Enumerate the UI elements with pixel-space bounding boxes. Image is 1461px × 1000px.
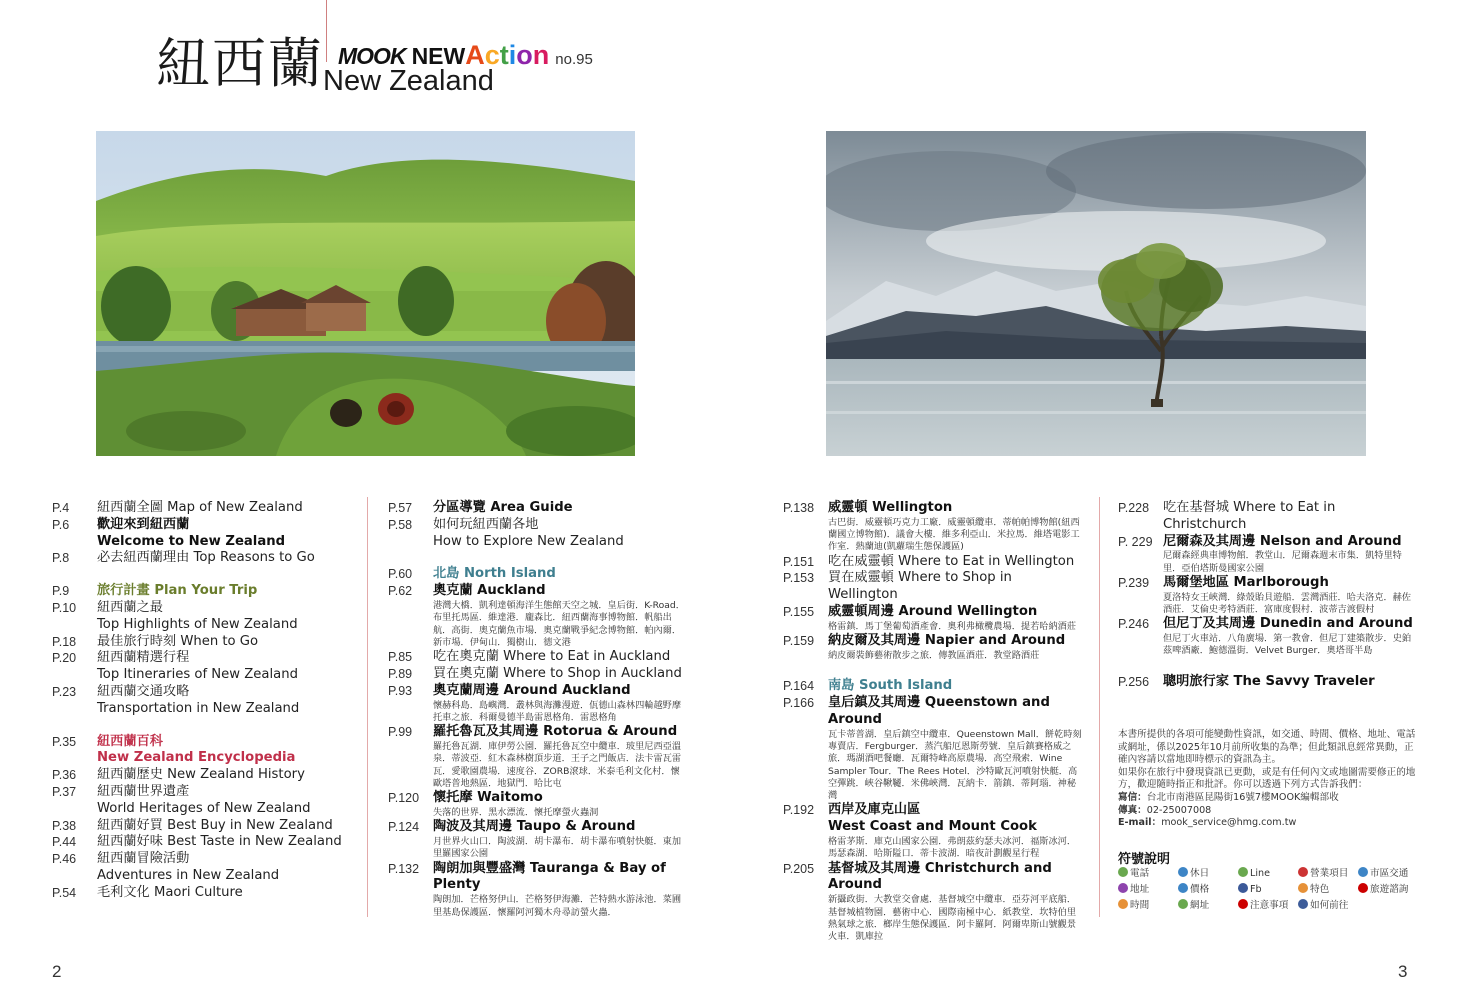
- toc-title: 紐西蘭好味 Best Taste in New Zealand: [97, 834, 342, 850]
- symbol-item: [1358, 866, 1418, 882]
- toc-subitems: 夏洛特女王峽灣．綠殼貽貝遊船．雲灣酒莊．哈夫洛克．赫佐酒莊．艾倫史考特酒莊．富庫度假村．波蒂吉渡假村: [1163, 591, 1412, 616]
- symbol-label: 旅遊諮詢: [1370, 884, 1409, 895]
- toc-subitems: 格雷鎮．馬丁堡葡萄酒產會．奧利弗橄欖農場．提若哈納酒莊: [828, 620, 1077, 632]
- toc-title-line2: Top Itineraries of New Zealand: [97, 667, 298, 683]
- toc-page-number: P.205: [783, 861, 815, 876]
- toc-entry[interactable]: [783, 554, 1083, 571]
- mail-value: 台北市南港區昆陽街16號7樓MOOK編輯部收: [1146, 791, 1339, 803]
- toc-page-number: P.18: [52, 634, 77, 649]
- issue-number: no.95: [555, 51, 593, 68]
- symbol-label: 注意事項: [1250, 900, 1289, 911]
- toc-title-line2: Welcome to New Zealand: [97, 533, 286, 549]
- editorial-notes: [1118, 729, 1418, 830]
- toc-subitems: 尼爾森經典車博物館．教堂山．尼爾森週末市集．凱特里特里．亞伯塔斯曼國家公園: [1163, 550, 1402, 574]
- toc-page-number: P.155: [783, 605, 815, 620]
- toc-subitems: 古巴街．威靈頓巧克力工廠．威靈頓纜車．蒂帕帕博物館(紐西蘭國立博物館)．議會大樓．維多利亞山．米拉馬．維塔電影工作室．熱蘭迪(凱蘿瑞生態保護區): [828, 516, 1080, 553]
- toc-page-number: P.38: [52, 818, 77, 833]
- symbol-item: [1238, 898, 1298, 914]
- toc-title: 最佳旅行時刻 When to Go: [97, 633, 259, 649]
- fax-label: 傳真：: [1118, 804, 1147, 816]
- toc-title-line2: World Heritages of New Zealand: [97, 800, 311, 816]
- symbol-icon: [1358, 867, 1368, 877]
- toc-column-3: [783, 500, 1083, 943]
- toc-column-1: [52, 500, 352, 902]
- mail-label: 寫信：: [1118, 791, 1147, 803]
- symbol-icon: [1178, 867, 1188, 877]
- toc-entry[interactable]: [1118, 616, 1418, 657]
- toc-entry[interactable]: [52, 851, 352, 885]
- column-divider: [1099, 497, 1100, 917]
- toc-title: 羅托魯瓦及其周邊 Rotorua & Around: [433, 724, 678, 740]
- symbol-icon: [1358, 883, 1368, 893]
- toc-title: 買在奧克蘭 Where to Shop in Auckland: [433, 665, 682, 681]
- toc-entry[interactable]: [783, 802, 1083, 860]
- email-value: mook_service@hmg.com.tw: [1161, 817, 1297, 829]
- toc-entry[interactable]: [388, 583, 688, 649]
- toc-page-number: P.246: [1118, 617, 1150, 632]
- symbol-label: Fb: [1250, 884, 1262, 895]
- toc-title: 威靈頓周邊 Around Wellington: [828, 604, 1038, 620]
- brand-action-letter: A: [465, 40, 485, 70]
- toc-title: 西岸及庫克山區: [828, 802, 921, 818]
- toc-title: 紐西蘭世界遺產: [97, 783, 190, 799]
- toc-title: 威靈頓 Wellington: [828, 500, 953, 515]
- toc-entry[interactable]: [1118, 534, 1418, 575]
- toc-entry[interactable]: [783, 861, 1083, 944]
- toc-page-number: P.153: [783, 571, 815, 586]
- toc-subitems: 港灣大橋．凱利達頓海洋生態館天空之城．皇后街．K-Road．布里托馬區．維達港．龐森比．紐西蘭海事博物館．帆船出航．高街．奧克蘭魚市場．奧克蘭戰爭紀念博物館．帕內爾．新市場．伊甸山．獨樹山．德文港: [433, 599, 685, 648]
- symbol-label: 網址: [1190, 900, 1210, 911]
- symbol-item: [1238, 882, 1298, 898]
- toc-entry[interactable]: [783, 604, 1083, 633]
- toc-entry[interactable]: [52, 684, 352, 718]
- toc-page-number: P.228: [1118, 501, 1150, 515]
- notes-feedback: 如果你在旅行中發現資訊已更動，或是有任何內文或地圖需要修正的地方，歡迎隨時指正和批評。你可以透過下列方式告訴我們：: [1118, 766, 1416, 791]
- page-number-right: 3: [1398, 962, 1408, 981]
- toc-title: 南島 South Island: [828, 678, 953, 694]
- toc-page-number: P.89: [388, 666, 413, 681]
- wanaka-tree-photo: [826, 131, 1366, 456]
- notes-email: [1118, 817, 1418, 830]
- brand-action-letter: o: [516, 40, 533, 70]
- toc-page-number: P.159: [783, 634, 815, 649]
- toc-subitems: 羅托魯瓦湖．庫伊勞公園．羅托魯瓦空中纜車．玻里尼西亞溫泉．蒂波亞．紅木森林樹頂步道．王子之門飯店．法卡雷瓦雷瓦．愛歌園農場．速度谷．ZORB滾球．米泰毛利文化村．懷歐塔普地熱區．地獄門．哈比屯: [433, 740, 682, 789]
- symbol-item: [1178, 898, 1238, 914]
- toc-title: 奧克蘭周邊 Around Auckland: [433, 682, 631, 698]
- title-english: New Zealand: [323, 65, 494, 97]
- toc-title-line2: West Coast and Mount Cook: [828, 819, 1037, 835]
- symbol-label: 地址: [1130, 884, 1150, 895]
- toc-entry[interactable]: [783, 678, 1083, 695]
- brand-action-letter: i: [508, 40, 517, 70]
- symbol-item: [1298, 898, 1358, 914]
- toc-entry[interactable]: [388, 649, 688, 666]
- toc-page-number: P.124: [388, 820, 420, 835]
- toc-page-number: P.4: [52, 501, 70, 515]
- toc-title: 馬爾堡地區 Marlborough: [1163, 574, 1329, 590]
- toc-title: 聰明旅行家 The Savvy Traveler: [1163, 673, 1375, 689]
- notes-fax: [1118, 805, 1418, 818]
- toc-title: 北島 North Island: [433, 566, 556, 582]
- toc-entry[interactable]: [1118, 575, 1418, 616]
- symbol-item: [1358, 882, 1418, 898]
- toc-title: 陶波及其周邊 Taupo & Around: [433, 819, 636, 835]
- toc-title: 奧克蘭 Auckland: [433, 583, 546, 599]
- toc-spacer: [1118, 658, 1418, 674]
- brand-action-letter: c: [484, 40, 500, 70]
- toc-title: 紐西蘭好買 Best Buy in New Zealand: [97, 817, 333, 833]
- toc-title: 紐西蘭冒險活動: [97, 851, 190, 867]
- toc-subitems: 陶朗加．芒格努伊山．芒格努伊海灘．芒特熱水游泳池．菜圃里基島保護區．懷羅阿河獨木舟尋訪螢火蟲．: [433, 894, 682, 918]
- title-divider: [326, 0, 327, 62]
- toc-entry[interactable]: [388, 861, 688, 919]
- toc-title: 基督城及其周邊 Christchurch and Around: [828, 860, 1052, 893]
- toc-subitems: 懷赫科島．島嶼灣．叢林與海灘漫遊．佤德山森林四輪越野摩托車之旅．科爾曼德半島雷恩格角．雷恩格角: [433, 699, 682, 723]
- brand-action-letter: n: [532, 40, 550, 70]
- symbol-item: [1298, 882, 1358, 898]
- toc-title: 紐西蘭之最: [97, 599, 163, 615]
- symbol-item: [1298, 866, 1358, 882]
- toc-title: 旅行計畫 Plan Your Trip: [97, 583, 258, 599]
- toc-page-number: P.35: [52, 734, 77, 749]
- toc-page-number: P.37: [52, 784, 77, 799]
- toc-title-line2: How to Explore New Zealand: [433, 533, 624, 549]
- notes-disclaimer: 本書所提供的各項可能變動性資訊，如交通、時間、價格、地址、電話或網址，係以2025年10月前所收集的為準；但此類訊息經常異動，正確內容請以當地即時標示的資訊為主。: [1118, 729, 1416, 766]
- brand-new: NEW: [411, 43, 466, 69]
- title-chinese: 紐西蘭: [156, 32, 324, 95]
- symbol-item: [1238, 866, 1298, 882]
- toc-entry[interactable]: [388, 500, 688, 517]
- toc-entry[interactable]: [52, 818, 352, 835]
- toc-title: 如何玩紐西蘭各地: [433, 516, 539, 532]
- toc-page-number: P.192: [783, 803, 815, 818]
- toc-title: 但尼丁及其周邊 Dunedin and Around: [1163, 616, 1413, 632]
- toc-subitems: 新攝政街．大教堂交會處．基督城空中纜車．亞芬河平底船．基督城植物園．藝術中心．國際南極中心．紙教堂．坎特伯里熱氣球之旅．榔岸生態保護區．阿卡羅阿．阿爾卑斯山號觀景火車．凱庫拉: [828, 894, 1077, 943]
- toc-entry[interactable]: [388, 819, 688, 860]
- toc-entry[interactable]: [388, 724, 688, 790]
- toc-title: 分區導覽 Area Guide: [433, 500, 573, 515]
- toc-entry[interactable]: [388, 566, 688, 583]
- symbol-label: 休日: [1190, 868, 1210, 879]
- toc-page-number: P.85: [388, 650, 413, 665]
- toc-entry[interactable]: [52, 767, 352, 784]
- brand-action-letter: t: [499, 40, 509, 70]
- toc-entry[interactable]: [783, 695, 1083, 802]
- toc-title: 吃在基督城 Where to Eat in Christchurch: [1163, 500, 1336, 532]
- toc-entry[interactable]: [388, 790, 688, 819]
- toc-title: 必去紐西蘭理由 Top Reasons to Go: [97, 550, 315, 566]
- symbol-label: 電話: [1130, 868, 1150, 879]
- toc-entry[interactable]: [52, 634, 352, 651]
- toc-subitems: 瓦卡蒂普湖．皇后鎮空中纜車．Queenstown Mall．餅乾時刻專賣店．Fergburger．蒸汽船厄恩斯勞號．皇后鎮賽格威之旅．瑪湖酒吧餐廳．瓦爾特峰高原農場．高空飛索．Wine Sampler Tour．The Rees Hotel．沙特歐瓦河噴射快艇．高空彈跳．峽谷鞦韆．米佛峽灣．瓦納卡．箭鎮．蒂阿瑙．神秘灣: [828, 728, 1082, 802]
- symbol-item: [1118, 882, 1178, 898]
- toc-page-number: P. 229: [1118, 534, 1153, 549]
- toc-page-number: P.8: [52, 551, 70, 566]
- toc-column-2: [388, 500, 688, 919]
- symbol-label: 價格: [1190, 884, 1210, 895]
- toc-page-number: P.239: [1118, 575, 1150, 590]
- toc-entry[interactable]: [52, 583, 352, 600]
- symbol-item: [1118, 898, 1178, 914]
- toc-title: 吃在奧克蘭 Where to Eat in Auckland: [433, 649, 671, 665]
- toc-title-line2: Top Highlights of New Zealand: [97, 616, 298, 632]
- toc-subitems: 月世界火山口．陶波湖．胡卡瀑布．胡卡瀑布噴射快艇．東加里羅國家公園: [433, 836, 682, 860]
- symbol-icon: [1298, 899, 1308, 909]
- symbol-label: Line: [1250, 868, 1270, 879]
- hobbiton-photo: [96, 131, 635, 456]
- toc-title: 買在威靈頓 Where to Shop in Wellington: [828, 570, 1012, 603]
- toc-spacer: [388, 550, 688, 566]
- symbol-icon: [1118, 883, 1128, 893]
- notes-mail: [1118, 792, 1418, 805]
- toc-entry[interactable]: [783, 500, 1083, 554]
- toc-page-number: P.20: [52, 651, 77, 666]
- toc-entry[interactable]: [52, 650, 352, 684]
- toc-page-number: P.9: [52, 584, 70, 599]
- toc-page-number: P.164: [783, 679, 815, 694]
- toc-entry[interactable]: [52, 600, 352, 634]
- symbol-label: 如何前往: [1310, 900, 1349, 911]
- symbol-item: [1118, 866, 1178, 882]
- symbol-icon: [1238, 899, 1248, 909]
- toc-page-number: P.138: [783, 501, 815, 515]
- brand-mook: MOOK: [338, 43, 406, 69]
- toc-entry[interactable]: [52, 517, 352, 551]
- toc-page-number: P.93: [388, 683, 413, 698]
- symbols-title: 符號說明: [1118, 852, 1171, 867]
- toc-page-number: P.46: [52, 852, 77, 867]
- toc-title: 懷托摩 Waitomo: [433, 790, 543, 806]
- fax-value: 02-25007008: [1146, 804, 1212, 816]
- toc-entry[interactable]: [388, 666, 688, 683]
- toc-entry[interactable]: [52, 784, 352, 818]
- symbol-icon: [1238, 867, 1248, 877]
- toc-entry[interactable]: [783, 570, 1083, 604]
- toc-title: 歡迎來到紐西蘭: [97, 516, 190, 532]
- toc-spacer: [52, 567, 352, 583]
- toc-entry[interactable]: [52, 834, 352, 851]
- symbol-item: [1178, 866, 1238, 882]
- symbol-label: 時間: [1130, 900, 1150, 911]
- page-number-left: 2: [52, 962, 62, 981]
- toc-title: 陶朗加與豐盛灣 Tauranga & Bay of Plenty: [433, 860, 666, 893]
- toc-title: 紐西蘭全圖 Map of New Zealand: [97, 500, 303, 515]
- symbols-legend: [1118, 866, 1418, 914]
- symbol-icon: [1118, 899, 1128, 909]
- toc-subitems: 格雷茅斯．庫克山國家公園．弗朗茲約瑟夫冰河．福斯冰河．馬瑟森湖．哈斯隘口．蒂卡波湖．暗夜計劃觀星行程: [828, 836, 1077, 860]
- toc-page-number: P.166: [783, 696, 815, 711]
- symbol-icon: [1298, 867, 1308, 877]
- toc-page-number: P.256: [1118, 674, 1150, 689]
- toc-page-number: P.99: [388, 725, 413, 740]
- symbol-label: 市區交通: [1370, 868, 1409, 879]
- toc-title-line2: Adventures in New Zealand: [97, 867, 280, 883]
- symbol-icon: [1298, 883, 1308, 893]
- symbol-icon: [1178, 899, 1188, 909]
- toc-page-number: P.23: [52, 684, 77, 699]
- column-divider: [367, 497, 368, 917]
- toc-title: 紐西蘭百科: [97, 733, 163, 749]
- toc-title-line2: Transportation in New Zealand: [97, 700, 300, 716]
- symbol-item: [1178, 882, 1238, 898]
- symbol-label: 營業項目: [1310, 868, 1349, 879]
- toc-page-number: P.44: [52, 835, 77, 850]
- toc-entry[interactable]: [52, 550, 352, 567]
- toc-page-number: P.10: [52, 600, 77, 615]
- toc-page-number: P.36: [52, 768, 77, 783]
- toc-title: 納皮爾及其周邊 Napier and Around: [828, 633, 1066, 649]
- toc-subitems: 失落的世界．黑水漂流．懷托摩螢火蟲洞: [433, 806, 599, 818]
- toc-title: 吃在威靈頓 Where to Eat in Wellington: [828, 553, 1075, 569]
- toc-page-number: P.62: [388, 584, 413, 599]
- toc-page-number: P.58: [388, 517, 413, 532]
- toc-subitems: 但尼丁火車站．八角廣場．第一教會．但尼丁建築散步．史鉑茲啤酒廠．鮑德溫街．Velvet Burger．奧塔哥半島: [1163, 633, 1412, 657]
- toc-title: 尼爾森及其周邊 Nelson and Around: [1163, 533, 1402, 549]
- toc-title: 紐西蘭交通攻略: [97, 683, 190, 699]
- toc-entry[interactable]: [388, 517, 688, 551]
- toc-page-number: P.132: [388, 861, 420, 876]
- symbol-label: 特色: [1310, 884, 1330, 895]
- toc-entry[interactable]: [783, 633, 1083, 662]
- toc-page-number: P.54: [52, 885, 77, 900]
- toc-entry[interactable]: [52, 885, 352, 902]
- toc-column-4: [1118, 500, 1418, 691]
- toc-subitems: 納皮爾裝飾藝術散步之旅．傳教區酒莊．教堂路酒莊: [828, 649, 1040, 661]
- toc-title: 毛利文化 Maori Culture: [97, 884, 243, 900]
- toc-page-number: P.151: [783, 554, 815, 569]
- toc-page-number: P.57: [388, 501, 413, 515]
- toc-page-number: P.120: [388, 791, 420, 806]
- toc-page-number: P.60: [388, 567, 413, 582]
- symbol-icon: [1178, 883, 1188, 893]
- toc-spacer: [52, 718, 352, 734]
- symbol-icon: [1238, 883, 1248, 893]
- toc-spacer: [783, 662, 1083, 678]
- toc-title: 紐西蘭歷史 New Zealand History: [97, 767, 305, 783]
- toc-page-number: P.6: [52, 517, 70, 532]
- toc-entry[interactable]: [1118, 674, 1418, 691]
- toc-entry[interactable]: [52, 500, 352, 517]
- toc-entry[interactable]: [52, 734, 352, 768]
- toc-entry[interactable]: [388, 683, 688, 724]
- symbol-icon: [1118, 867, 1128, 877]
- toc-entry[interactable]: [1118, 500, 1418, 534]
- toc-title: 皇后鎮及其周邊 Queenstown and Around: [828, 695, 1050, 727]
- toc-title: 紐西蘭精選行程: [97, 650, 190, 666]
- email-label: E-mail：: [1118, 817, 1162, 829]
- toc-title-line2: New Zealand Encyclopedia: [97, 750, 296, 766]
